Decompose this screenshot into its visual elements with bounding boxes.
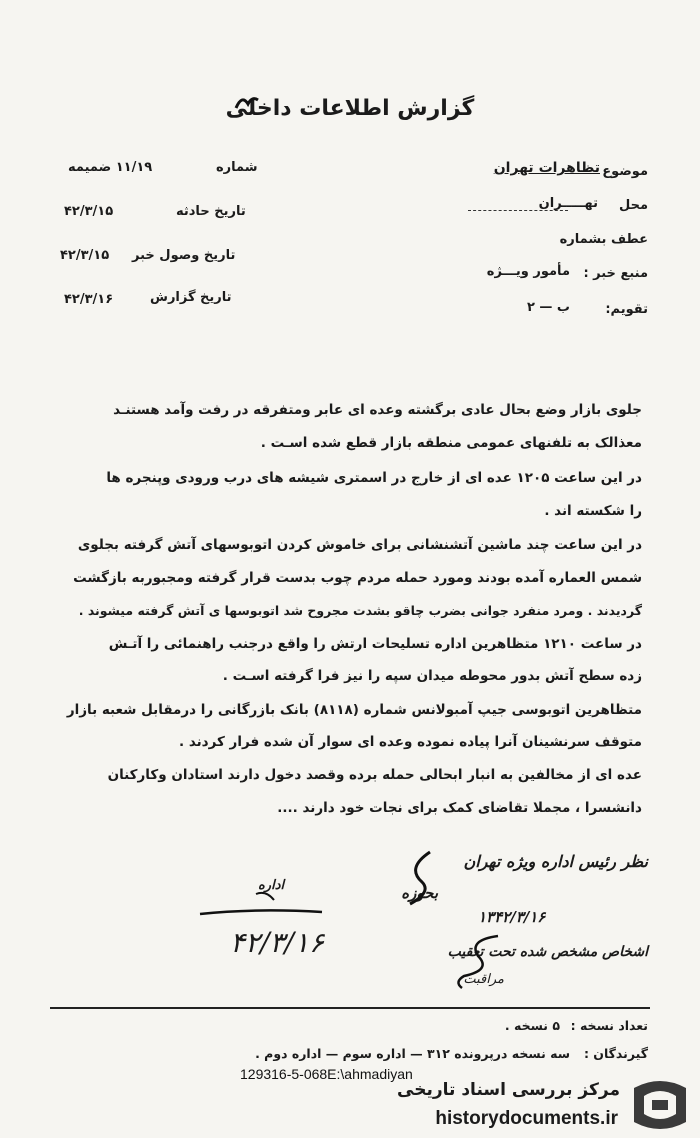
recipients-label: گیرندگان : — [583, 1046, 648, 1061]
body-line: در این ساعت ۱۲۰۵ عده ای از خارج در اسمتری شیشه های درب ورودی وپنجره ها — [106, 470, 642, 486]
place-label: محل — [618, 198, 648, 213]
report-date-label: تاریخ گزارش — [150, 290, 232, 305]
left-handwritten-note: اداره — [258, 878, 285, 893]
place-value: تهـــــران — [538, 196, 598, 211]
event-date-label: تاریخ حادثه — [176, 204, 246, 219]
body-line: گردیدند . ومرد منفرد جوانی بضرب چاقو بشدت مجروح شد اتوبوسها ی آتش گرفته میشوند . — [78, 603, 642, 618]
body-line: در ساعت ۱۲۱۰ متظاهرین اداره تسلیحات ارتش را واقع درجنب راهنمائی را آتـش — [108, 636, 642, 652]
report-title: گزارش اطلاعات داخلی — [225, 96, 475, 121]
body-line: زده سطح آتش بدور محوطه میدان سپه را نیز فرا گرفته اسـت . — [222, 668, 642, 684]
number-value: ۱۱/۱۹ ضمیمه — [68, 160, 153, 175]
signature-stroke — [400, 848, 440, 908]
body-line: متوقف سرنشینان آنرا پیاده نموده وعده ای سوار آن شده فرار کردند . — [178, 734, 642, 750]
title-seal-mark — [232, 92, 262, 114]
body-line: را شکسته اند . — [544, 503, 642, 519]
subject-label: موضوع — [602, 164, 648, 179]
handwritten-note-3: اشخاص مشخص شده تحت تعقیب — [447, 944, 648, 960]
subject-value: تظاهرات تهران — [493, 160, 600, 176]
body-line: در این ساعت چند ماشین آتشنشانی برای خاموش کردن اتوبوسهای آتش گرفته بجلوی — [77, 537, 642, 553]
archive-emblem-icon — [626, 1076, 692, 1134]
archive-name: مرکز بررسی اسناد تاریخی — [397, 1080, 620, 1100]
handwritten-date: ۱۳۴۲/۳/۱۶ — [478, 908, 546, 926]
body-line: دانشسرا ، مجملا تقاضای کمک برای نجات خود دارند .... — [277, 800, 642, 816]
body-line: جلوی بازار وضع بحال عادی برگشته وعده ای عابر ومتفرقه در رفت وآمد هستنـد — [113, 402, 642, 418]
grade-label: تقویم: — [605, 302, 648, 317]
copies-label: تعداد نسخه : — [570, 1018, 648, 1033]
number-label: شماره — [216, 160, 258, 175]
left-handwritten-number: ۴۲/۳/۱۶ — [230, 926, 325, 959]
body-line: معذالک به تلفنهای عمومی منطقه بازار قطع شده اسـت . — [260, 435, 642, 451]
handwritten-note-1: نظر رئیس اداره ویژه تهران — [463, 852, 648, 871]
body-line: شمس العماره آمده بودند ومورد حمله مردم چوب بدست قرار گرفته ومجبوربه بازگشت — [73, 570, 642, 586]
footer-rule — [50, 1007, 650, 1009]
left-annotation-stroke — [196, 888, 326, 918]
handwritten-note-2: بحوزه — [401, 884, 438, 902]
handwritten-note-4: مراقبت — [463, 972, 504, 987]
grade-value: ب — ۲ — [526, 300, 570, 315]
copies-value: ۵ نسخه . — [504, 1018, 560, 1033]
recipients-value: سه نسخه درپرونده ۳۱۲ — اداره سوم — اداره دوم . — [255, 1046, 570, 1061]
report-date-value: ۴۲/۳/۱۶ — [64, 292, 114, 307]
archive-logo — [397, 1074, 696, 1136]
follow-label: عطف بشماره — [559, 232, 648, 247]
document-code: 129316-5-068E:\ahmadiyan — [240, 1066, 413, 1082]
source-value: مأمور ویـــژه — [486, 264, 570, 279]
archive-website: historydocuments.ir — [435, 1108, 618, 1129]
signature-scribble — [448, 930, 508, 990]
event-date-value: ۴۲/۳/۱۵ — [64, 204, 114, 219]
source-label: منبع خبر : — [583, 266, 648, 281]
receipt-date-value: ۴۲/۳/۱۵ — [60, 248, 110, 263]
receipt-date-label: تاریخ وصول خبر — [132, 248, 236, 263]
body-line: عده ای از مخالفین به انبار ابحالی حمله برده وقصد دخول دارند استادان وکارکنان — [107, 767, 642, 783]
body-line: متظاهرین اتوبوسی جیپ آمبولانس شماره (۸۱۱۸) بانک بازرگانی را درمقابل شعبه بازار — [66, 702, 642, 718]
